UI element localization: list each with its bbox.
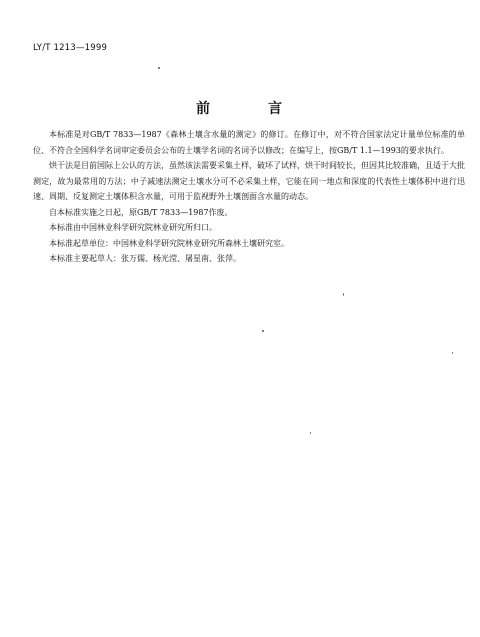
- scan-speck: [343, 293, 344, 296]
- paragraph-revision-note: 本标准是对GB/T 7833—1987《森林土壤含水量的测定》的修订。在修订中，对不符合国家法定计量单位标准的单位、不符合全国科学名词审定委员会公布的土壤学名词的名词予以修改；在编写上，按GB/T 1.1—1993的要求执行。: [33, 130, 465, 155]
- scan-speck: [452, 352, 453, 354]
- scan-speck: [310, 432, 311, 434]
- foreword-body: [33, 127, 465, 267]
- paragraph-method-note: 烘干法是目前国际上公认的方法，虽然该法需要采集土样，破坏了试样，烘干时间较长，但因其比较准确，且适于大批测定，故为最常用的方法；中子减速法测定土壤水分可不必采集土样，它能在同一地点和深度的代表性土壤体积中进行迅速、周期、反复测定土壤体积含水量，可用于监视野外土壤剖面含水量的动态。: [33, 161, 465, 201]
- scan-speck: [262, 330, 264, 332]
- page-title: 前 言: [196, 101, 304, 117]
- line-drafters: 本标准主要起草人：张万儒、杨光滢、屠星南、张萍。: [49, 254, 241, 263]
- line-responsible-unit: 本标准由中国林业科学研究院林业研究所归口。: [49, 223, 217, 232]
- scan-speck: [158, 67, 160, 69]
- line-drafting-unit: 本标准起草单位：中国林业科学研究院林业研究所森林土壤研究室。: [49, 238, 289, 248]
- line-supersedes: 自本标准实施之日起，原GB/T 7833—1987作废。: [49, 207, 233, 217]
- standard-code: LY/T 1213—1999: [33, 43, 108, 53]
